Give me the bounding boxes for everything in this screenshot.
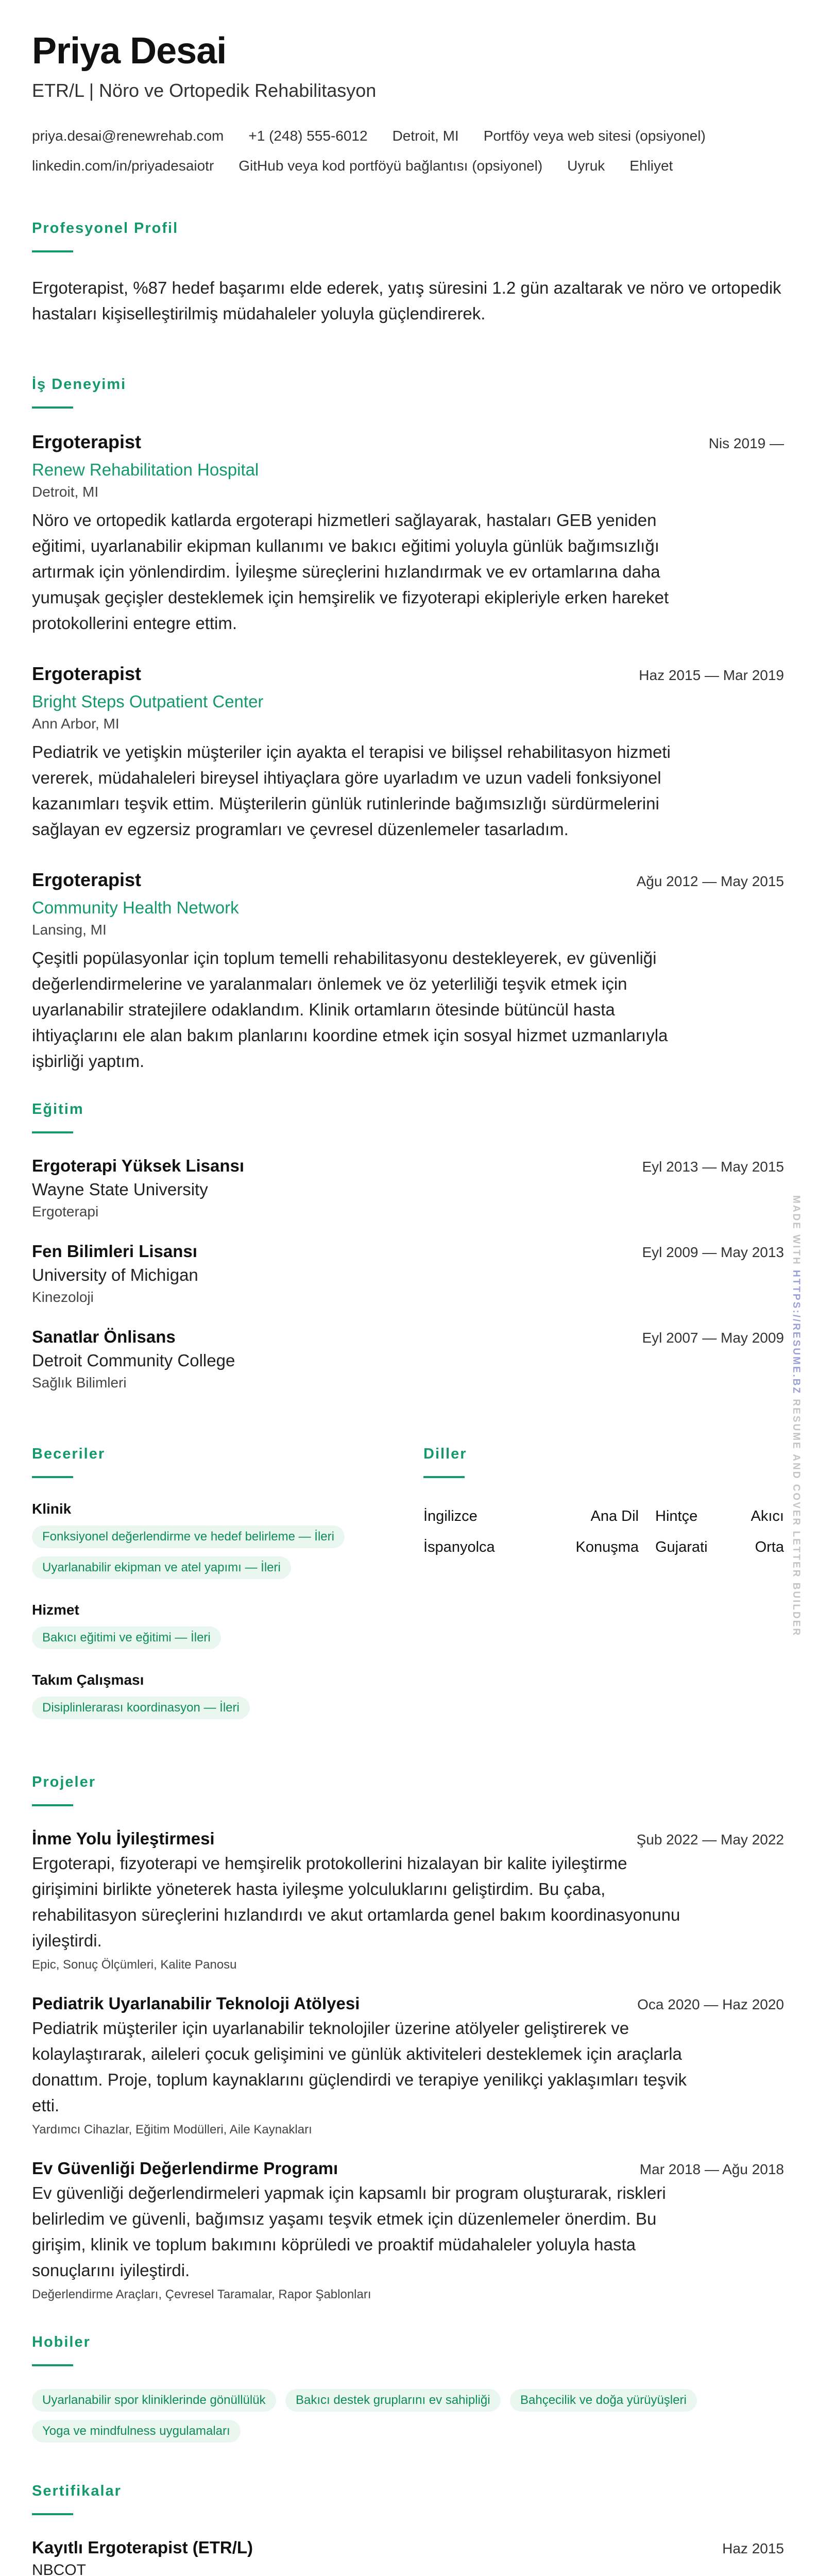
- watermark-prefix: MADE WITH: [791, 1195, 802, 1266]
- hobby-tags: [32, 2389, 784, 2451]
- language-name: İspanyolca: [423, 1539, 495, 1556]
- section-heading-languages: Diller: [423, 1446, 467, 1463]
- section-heading-projects: Projeler: [32, 1774, 96, 1791]
- job-title: Ergoterapist: [32, 663, 142, 685]
- section-divider: [32, 2364, 73, 2366]
- job-entry: [32, 869, 784, 1074]
- job-date: Ağu 2012 — May 2015: [636, 873, 784, 890]
- project-date: Mar 2018 — Ağu 2018: [639, 2161, 784, 2178]
- hobby-tag: Bahçecilik ve doğa yürüyüşleri: [510, 2389, 697, 2412]
- language-name: Gujarati: [655, 1539, 708, 1556]
- education-entry: [32, 1327, 784, 1391]
- job-company: Bright Steps Outpatient Center: [32, 692, 264, 711]
- education-school: University of Michigan: [32, 1265, 198, 1285]
- profile-summary: Ergoterapist, %87 hedef başarımı elde ederek, yatış süresini 1.2 gün azaltarak ve nöro ve ortopedik hastaları kişiselleştirilmiş müdahaleler yoluyla güçlendirerek.: [32, 278, 781, 324]
- certification-org: NBCOT: [32, 2562, 86, 2576]
- job-date: Haz 2015 — Mar 2019: [639, 667, 784, 684]
- watermark: [790, 1195, 802, 1637]
- language-name: İngilizce: [423, 1508, 478, 1525]
- project-tools: Değerlendirme Araçları, Çevresel Taramalar, Rapor Şablonları: [32, 2287, 371, 2302]
- contact-github[interactable]: GitHub veya kod portföyü bağlantısı (opsiyonel): [238, 158, 543, 174]
- project-tools: Epic, Sonuç Ölçümleri, Kalite Panosu: [32, 1958, 237, 1972]
- contact-nationality: Uyruk: [567, 158, 605, 174]
- job-company: Community Health Network: [32, 898, 239, 918]
- section-divider: [32, 2513, 73, 2515]
- project-description: Ev güvenliği değerlendirmeleri yapmak için kapsamlı bir program oluşturarak, riskleri belirledim ve güvenli, bağımsız yaşamı teşvik etmek için düzenlemeler önerdim. Bu girişim, klinik ve toplum bakımını köprüledi ve proaktif müdahaleler yoluyla hasta sonuçlarını iyileştirdi.: [32, 2183, 666, 2280]
- job-company: Renew Rehabilitation Hospital: [32, 460, 259, 480]
- contact-website[interactable]: Portföy veya web sitesi (opsiyonel): [483, 128, 706, 144]
- section-divider: [32, 1476, 73, 1478]
- project-date: Oca 2020 — Haz 2020: [637, 1996, 784, 2013]
- language-name: Hintçe: [655, 1508, 698, 1525]
- education-date: Eyl 2013 — May 2015: [642, 1159, 784, 1175]
- language-level: Ana Dil: [590, 1508, 639, 1525]
- section-divider: [32, 406, 73, 409]
- contact-info: [32, 121, 784, 181]
- education-field: Ergoterapi: [32, 1204, 99, 1220]
- education-entry: [32, 1242, 784, 1306]
- project-tools: Yardımcı Cihazlar, Eğitim Modülleri, Aile Kaynakları: [32, 2123, 312, 2137]
- section-heading-profile: Profesyonel Profil: [32, 220, 179, 237]
- language-row: [423, 1501, 784, 1532]
- skill-group: [32, 1672, 423, 1727]
- skill-category: Klinik: [32, 1501, 72, 1517]
- contact-email[interactable]: priya.desai@renewrehab.com: [32, 128, 224, 144]
- language-level: Konuşma: [575, 1539, 639, 1556]
- skill-tag: Uyarlanabilir ekipman ve atel yapımı — İleri: [32, 1556, 291, 1579]
- watermark-suffix: RESUME AND COVER LETTER BUILDER: [791, 1399, 802, 1637]
- hobby-tag: Uyarlanabilir spor kliniklerinde gönüllülük: [32, 2389, 276, 2412]
- job-description: Nöro ve ortopedik katlarda ergoterapi hizmetleri sağlayarak, hastaları GEB yeniden eğitimi, uyarlanabilir ekipman kullanımı ve bakıcı eğitimi yoluyla günlük bağımsızlığı artırmak için yönlendirdim. İyileşme süreçlerini hızlandırmak ve ev ortamlarına daha yumuşak geçişler desteklemek için hemşirelik ve fizyoterapi ekipleriyle erken hareket protokollerini entegre ettim.: [32, 511, 669, 633]
- job-location: Ann Arbor, MI: [32, 716, 120, 732]
- education-school: Detroit Community College: [32, 1351, 235, 1370]
- hobby-tag: Bakıcı destek gruplarını ev sahipliği: [285, 2389, 501, 2412]
- job-location: Detroit, MI: [32, 484, 99, 500]
- education-degree: Sanatlar Önlisans: [32, 1327, 176, 1347]
- job-title: Ergoterapist: [32, 431, 142, 453]
- section-heading-experience: İş Deneyimi: [32, 376, 127, 393]
- education-degree: Ergoterapi Yüksek Lisansı: [32, 1156, 245, 1176]
- languages-column: [423, 1413, 784, 1742]
- skill-group: [32, 1501, 423, 1587]
- certification-date: Haz 2015: [722, 2540, 784, 2557]
- skills-languages-row: [32, 1413, 784, 1742]
- contact-phone[interactable]: +1 (248) 555-6012: [248, 128, 368, 144]
- project-entry: [32, 2159, 784, 2302]
- language-row: [423, 1532, 784, 1563]
- skills-column: [32, 1413, 423, 1742]
- language-level: Akıcı: [751, 1508, 784, 1525]
- section-heading-education: Eğitim: [32, 1101, 84, 1118]
- education-entry: [32, 1156, 784, 1220]
- job-description: Çeşitli popülasyonlar için toplum temelli rehabilitasyonu destekleyerek, ev güvenliği değerlendirmelerine ve yaralanmaları önlemek ve öz yeterliliği teşvik etmek için uyarlanabilir stratejilere odaklandım. Klinik ortamların ötesinde bütüncül hasta ihtiyaçlarını ele alan bakım planlarını koordine etmek için sosyal hizmet uzmanlarıyla işbirliği yaptım.: [32, 948, 668, 1071]
- section-divider: [32, 1131, 73, 1133]
- candidate-name: Priya Desai: [32, 30, 227, 72]
- contact-location: Detroit, MI: [392, 128, 459, 144]
- resume-page: [32, 31, 784, 2576]
- project-entry: [32, 1994, 784, 2137]
- watermark-link[interactable]: HTTPS://RESUME.BZ: [791, 1270, 802, 1395]
- project-title: İnme Yolu İyileştirmesi: [32, 1829, 215, 1849]
- job-entry: [32, 431, 784, 636]
- hobby-tag: Yoga ve mindfulness uygulamaları: [32, 2420, 241, 2443]
- project-date: Şub 2022 — May 2022: [636, 1832, 784, 1848]
- project-title: Pediatrik Uyarlanabilir Teknoloji Atölyesi: [32, 1994, 360, 2013]
- language-level: Orta: [755, 1539, 784, 1556]
- job-entry: [32, 663, 784, 842]
- education-school: Wayne State University: [32, 1180, 208, 1199]
- job-location: Lansing, MI: [32, 922, 107, 938]
- education-degree: Fen Bilimleri Lisansı: [32, 1242, 197, 1261]
- education-field: Kinezoloji: [32, 1289, 94, 1306]
- certification-entry: [32, 2538, 784, 2576]
- project-title: Ev Güvenliği Değerlendirme Programı: [32, 2159, 338, 2178]
- project-description: Ergoterapi, fizyoterapi ve hemşirelik protokollerini hizalayan bir kalite iyileştirme girişimini birlikte yöneterek hasta iyileşme yolculuklarını geliştirdim. Bu çaba, rehabilitasyon süreçlerini hızlandırdı ve akut ortamlarda genel bakım koordinasyonunu iyileştirdi.: [32, 1854, 680, 1951]
- section-heading-hobbies: Hobiler: [32, 2334, 91, 2351]
- contact-license: Ehliyet: [629, 158, 673, 174]
- skill-group: [32, 1602, 423, 1657]
- skill-tag: Fonksiyonel değerlendirme ve hedef belirleme — İleri: [32, 1526, 345, 1548]
- education-date: Eyl 2007 — May 2009: [642, 1330, 784, 1346]
- section-divider: [32, 1804, 73, 1806]
- certification-name: Kayıtlı Ergoterapist (ETR/L): [32, 2538, 253, 2557]
- section-heading-skills: Beceriler: [32, 1446, 106, 1463]
- skill-category: Hizmet: [32, 1602, 79, 1618]
- job-date: Nis 2019 —: [708, 435, 784, 452]
- section-divider: [32, 250, 73, 252]
- section-heading-certifications: Sertifikalar: [32, 2483, 122, 2500]
- skill-tag: Bakıcı eğitimi ve eğitimi — İleri: [32, 1626, 221, 1649]
- education-date: Eyl 2009 — May 2013: [642, 1244, 784, 1261]
- education-field: Sağlık Bilimleri: [32, 1375, 127, 1391]
- job-title: Ergoterapist: [32, 869, 142, 891]
- skill-category: Takım Çalışması: [32, 1672, 144, 1688]
- candidate-title: ETR/L | Nöro ve Ortopedik Rehabilitasyon: [32, 80, 377, 101]
- skill-tag: Disiplinlerarası koordinasyon — İleri: [32, 1697, 250, 1719]
- project-entry: [32, 1829, 784, 1972]
- section-divider: [423, 1476, 465, 1478]
- job-description: Pediatrik ve yetişkin müşteriler için ayakta el terapisi ve bilişsel rehabilitasyon hizmeti vererek, müdahaleleri bireysel ihtiyaçlara göre uyarladım ve uzun vadeli fonksiyonel kazanımları teşvik ettim. Müşterilerin günlük rutinlerinde bağımsızlığı sürdürmelerini sağlayan ev egzersiz programları ve çevresel düzenlemeler tasarladım.: [32, 742, 671, 839]
- project-description: Pediatrik müşteriler için uyarlanabilir teknolojiler üzerine atölyeler geliştirerek ve kolaylaştırarak, aileleri çocuk gelişimini ve günlük aktiviteleri desteklemek için araçlarla donattım. Proje, toplum kaynaklarını güçlendirdi ve terapiye yenilikçi yaklaşımları teşvik etti.: [32, 2019, 687, 2115]
- contact-linkedin[interactable]: linkedin.com/in/priyadesaiotr: [32, 158, 214, 174]
